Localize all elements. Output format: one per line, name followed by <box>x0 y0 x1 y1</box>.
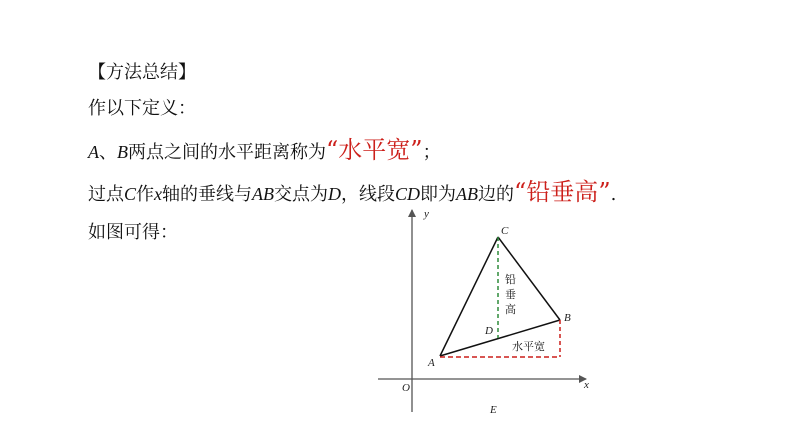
vertical-label-char-2: 垂 <box>505 288 516 301</box>
segment-ab: AB <box>252 184 275 204</box>
period: . <box>610 184 617 205</box>
segment-cd: CD <box>395 184 421 204</box>
quote-open: “ <box>326 136 339 164</box>
point-d-label: D <box>485 325 493 337</box>
x-variable: x <box>154 184 163 204</box>
point-a: A <box>88 142 99 162</box>
segment-ab: AB <box>456 184 479 204</box>
point-a-label: A <box>428 357 435 369</box>
point-b-label: B <box>564 312 571 324</box>
term-vertical-height: 铅垂高 <box>526 178 599 206</box>
figure-intro: 如图可得： <box>88 222 178 243</box>
quote-close: ” <box>598 178 611 206</box>
horizontal-label: 水平宽 <box>512 340 545 353</box>
origin-label: O <box>402 382 410 394</box>
point-e-label: E <box>490 404 497 416</box>
point-c-label: C <box>501 225 509 237</box>
y-axis-label: y <box>424 208 429 220</box>
point-d: D <box>328 184 342 204</box>
semicolon: ； <box>422 142 441 163</box>
quote-open: “ <box>514 178 527 206</box>
point-b: B <box>117 142 128 162</box>
text-part: 作 <box>136 184 155 205</box>
x-axis-label: x <box>584 379 589 391</box>
term-horizontal-width: 水平宽 <box>338 136 411 164</box>
quote-close: ” <box>410 136 423 164</box>
separator: 、 <box>99 142 117 163</box>
point-c: C <box>124 184 137 204</box>
text-part: 边的 <box>478 184 515 205</box>
text-part: 过点 <box>88 184 124 205</box>
definition-text: 两点之间的水平距离称为 <box>128 142 326 163</box>
vertical-label-char-1: 铅 <box>505 273 516 286</box>
definitions-intro: 作以下定义： <box>88 98 196 119</box>
vertical-label-char-3: 高 <box>505 303 516 316</box>
text-part: 轴的垂线与 <box>162 184 253 205</box>
segment-ac <box>440 237 498 356</box>
text-part: ，线段 <box>341 184 396 205</box>
method-summary-heading: 【方法总结】 <box>88 62 196 83</box>
text-part: 交点为 <box>274 184 329 205</box>
text-part: 即为 <box>420 184 457 205</box>
